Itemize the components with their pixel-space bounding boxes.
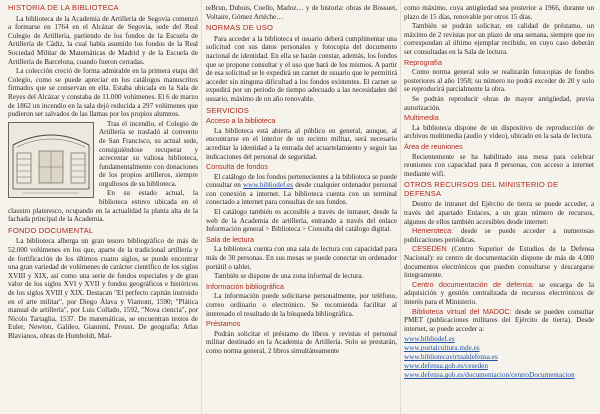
column-left: [8, 4, 198, 414]
link-ceseden[interactable]: www.defensa.gob.es/ceseden: [404, 362, 488, 371]
link-bibliotecavirtual[interactable]: www.bibliotecavirtualdefensa.es: [404, 353, 498, 362]
subheading-prestamos: Préstamos: [206, 319, 241, 329]
subheading-informacion: Información bibliográfica: [206, 281, 284, 291]
paragraph: [404, 227, 594, 244]
text: El catálogo de los fondos pertenecientes a la biblioteca se puede consultar en: [206, 172, 397, 190]
label-hemeroteca: Hemeroteca:: [412, 226, 454, 236]
subheading-sala: Sala de lectura: [206, 234, 254, 244]
heading-normas: NORMAS DE USO: [206, 23, 274, 33]
paragraph: como máximo, cuya antigüedad sea posterior a 1966, durante un plazo de 15 días, renovable por otros 15 días.: [404, 4, 594, 21]
label-madoc: Biblioteca virtual del MADOC:: [412, 306, 512, 316]
column-gutter: [400, 0, 401, 414]
paragraph: La biblioteca dispone de un dispositivo de reproducción de archivos multimedia (audio y vídeo), ubicado en la sala de lectura.: [404, 123, 594, 141]
paragraph: La colección creció de forma admirable en la primera etapa del Colegio, como se puede apreciar en los catálogos manuscritos firmados que se conservan en ella. Estaba ubicada en la Sala de Reyes del Alcázar y constaba de 11.000 volúmenes. El 6 de marzo de 1862 un incendio en la sala dejó reducida a 297 volúmenes que pudieron ser salvados de las llamas por los propios alumnos.: [8, 67, 198, 119]
text: se encarga de la adquisición y gestión centralizada de recursos electrónicos de interés para el Ministerio.: [404, 280, 594, 306]
paragraph: [404, 245, 594, 279]
heading-otros-recursos: OTROS RECURSOS DEL MINISTERIO DE DEFENSA: [404, 180, 559, 198]
paragraph: Recientemente se ha habilitado una mesa para celebrar reuniones con capacidad para 8 personas, con acceso a internet mediante wifi.: [404, 152, 594, 178]
label-centro-documentacion: Centro documentación de defensa:: [412, 279, 534, 289]
text: (Centro Superior de Estudios de la Defensa Nacional): su centro de documentación dispone de más de 4.000 documentos electrónicos que pueden consultarse y descargarse íntegramente.: [404, 245, 594, 280]
paragraph: Dentro de intranet del Ejército de tierra se puede acceder, a través del apartado Enlaces, a un gran número de recursos, algunos de ellos también accesibles desde internet:: [404, 200, 594, 226]
subheading-acceso: Acceso a la biblioteca: [206, 116, 276, 126]
heading-fondo: FONDO DOCUMENTAL: [8, 225, 94, 235]
paragraph: [404, 281, 594, 307]
column-gutter: [201, 0, 202, 414]
link-bibliodef[interactable]: www.bibliodef.es: [243, 181, 294, 190]
text: desde se puede acceder a numerosas publicaciones periódicas.: [404, 227, 594, 244]
paragraph: [206, 173, 397, 207]
text: desde cualquier ordenador personal con conexión a internet. La biblioteca cuenta con un terminal conectado a internet para consultas de sus fondos.: [206, 181, 397, 207]
heading-historia: HISTORIA DE LA BIBLIOTECA: [8, 4, 119, 12]
paragraph: Para acceder a la biblioteca el usuario deberá cumplimentar una solicitud con sus datos personales y fotocopia del documento nacional de identidad. En ella se harán constar, además, los fondos que se propone consultar y el uso que hará de los mismos. A partir de esa solicitud se le expedirá un carnet de usuario que le permitirá acceder sin ninguna dificultad a los fondos existentes. El carnet se expedirá por un periodo de tiempo adecuado a las necesidades del usuario, máximo de un año renovable.: [206, 34, 397, 103]
link-bibliodef[interactable]: www.bibliodef.es: [404, 335, 455, 344]
heading-servicios: SERVICIOS: [206, 105, 250, 115]
paragraph: El catálogo también es accesible a través de intranet, desde la web de la Academia de artillería, entrando a través del enlace Información general > Biblioteca > Consulta del catálogo digital.: [206, 208, 397, 234]
subheading-reuniones: Área de reuniones: [404, 141, 463, 151]
paragraph: Tras el incendio, el Colegio de Artillería se trasladó al convento de San Francisco, su actual sede, consiguiéndose recuperar y acrecentar su valiosa biblioteca, fundamentalmente con donaciones de los propios artilleros, siempre orgullosos de su biblioteca.: [99, 119, 198, 188]
subheading-multimedia: Multimedia: [404, 113, 439, 123]
links-list: [404, 335, 594, 380]
paragraph: La biblioteca está abierta al público en general, aunque, al encontrarse en el interior de un recinto militar, será necesario acreditar la identidad a la entrada del acuartelamiento y seguir las indicaciones del personal de seguridad.: [206, 126, 397, 161]
paragraph: También se dispone de una zona informal de lectura.: [214, 272, 364, 281]
paragraph: Como norma general solo se realizarán fotocopias de fondos posteriores al año 1958; su número no podrá exceder de 20 y solo se reproducirá parcialmente la obra.: [404, 68, 594, 94]
library-engraving-icon: [9, 123, 93, 197]
link-centro-documentacion[interactable]: www.defensa.gob.es/documentacion/centroDocumentacion: [404, 371, 575, 380]
paragraph: Podrán solicitar el préstamo de libros y revistas el personal militar destinado en la Academia de Artillería. Solo se prestarán, como norma general, 2 libros simultáneamente: [206, 329, 397, 355]
subheading-consulta: Consulta de fondos: [206, 162, 268, 172]
paragraph: En su estado actual, la biblioteca estuvo ubicada en el claustro plateresco, ocupando en la actualidad la planta alta de la fachada principal de la Academia.: [8, 189, 198, 224]
paragraph: La información puede solicitarse personalmente, por teléfono, correo ordinario o electrónico. Se recomienda facilitar al interesado el resultado de la búsqueda bibliográfica.: [206, 292, 397, 318]
paragraph: La biblioteca alberga un gran tesoro bibliográfico de más de 52.000 volúmenes en los que, aparte de la tradicional artillería y de fortificación de los últimos cuatro siglos, se puede encontrar una gran variedad de volúmenes de carácter científico de los siglos XVIII y XIX, así como una serie de fondos especiales y de gran valor de los siglos XVI y XVII y fondos geográficos e históricos de los siglos XVIII y XIX. Destacan "El perfecto capitán instruido en el arte militar", por Diego Álava y Viamont, 1590; "Plática manual de artillería", por Luis Collado, 1592, "Nova ciencia", por Nicolo Tartaglia, 1537. De matemáticas, se encuentran textos de Euler, Newton, Galileo, Giannini, Proust. De geografía: Atlas Blavianos, obras de Humboldt, Mal-: [8, 237, 198, 340]
paragraph: [404, 308, 594, 334]
column-right: [404, 4, 594, 414]
subheading-reprografia: Reprografía: [404, 57, 442, 67]
paragraph: Se podrán reproducir obras de mayor antigüedad, previa autorización.: [404, 94, 594, 112]
paragraph: También se podrán solicitar, en calidad de préstamo, un máximo de 2 revistas por un plazo de una semana, siempre que no correspondan al último ejemplar recibido, en cuyo caso deberán ser consultadas en la Sala de lectura.: [404, 22, 594, 56]
paragraph: La biblioteca cuenta con una sala de lectura con capacidad para más de 30 personas. En sus mesas se puede conectar un ordenador portátil o tablet.: [206, 245, 397, 271]
label-ceseden: CESEDEN: [412, 244, 447, 254]
library-engraving-image: [8, 122, 94, 198]
paragraph: La biblioteca de la Academia de Artillería de Segovia comenzó a formarse en 1764 en el Alcázar de Segovia, sede del Real Colegio de Artillería, partiendo de los fondos de la Escuela de Artillería de Cádiz, la cual había asumido los fondos de la Real Sociedad Militar de Matemáticas de Madrid y de la Escuela de Artillería de Barcelona, cuando fueron cerradas.: [8, 14, 198, 66]
column-middle: [206, 4, 397, 414]
paragraph: teBrun, Dubois, Coello, Madoz… y de historia: obras de Bossuet, Voltaire, Gómez Artéche…: [206, 4, 397, 21]
link-portalcultura[interactable]: www.portalcultura.mde.es: [404, 344, 480, 353]
text: desde se pueden consultar PMET (publicaciones militares del Ejército de tierra). Desde internet, se puede acceder a:: [404, 307, 594, 333]
